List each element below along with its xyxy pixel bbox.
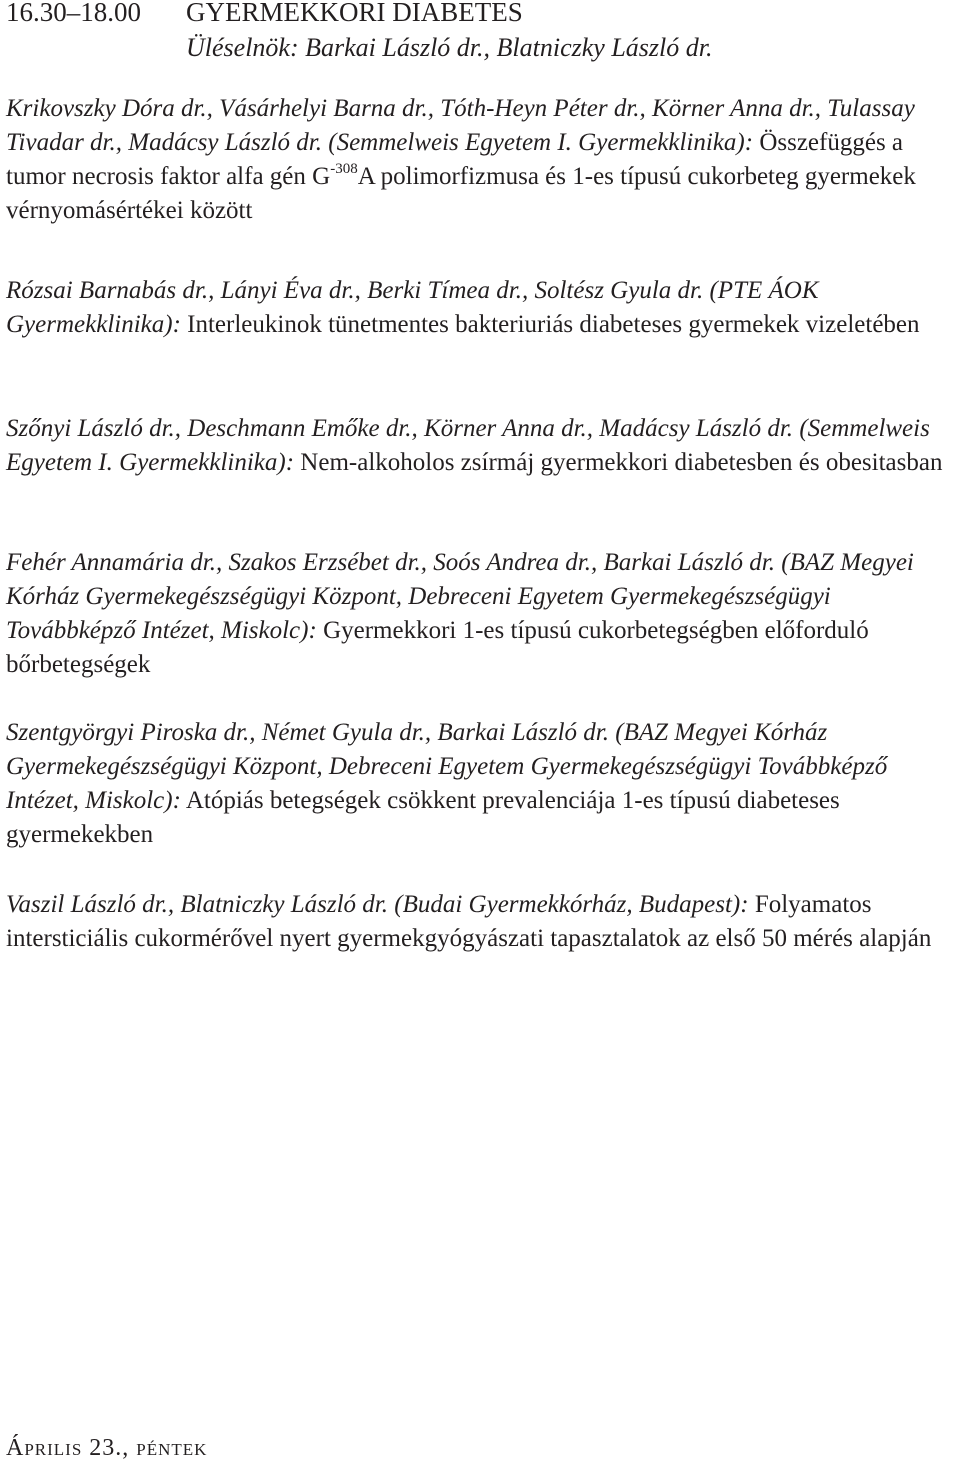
session-time: 16.30–18.00 — [6, 0, 141, 27]
entry-institution: (BAZ Megyei Kórház Gyermekegészségügyi Központ, Debreceni Egyetem Gyermekegészségügyi Továbbképző Intézet, Miskolc): — [6, 549, 914, 644]
entry-title-part: Összefüggés a tumor necrosis faktor alfa gén G — [6, 129, 904, 190]
entry-institution: (Semmelweis Egyetem I. Gyermekklinika): — [6, 415, 930, 476]
entry-authors: Vaszil László dr., Blatniczky László dr. — [6, 891, 389, 918]
entry-title: Atópiás betegségek csökkent prevalenciája 1-es típusú diabeteses gyermekekben — [6, 787, 840, 848]
abstract-entry-6 — [6, 888, 956, 956]
abstract-entry-1 — [6, 92, 956, 228]
entry-institution: (PTE ÁOK Gyermekklinika): — [6, 277, 819, 338]
entry-authors: Fehér Annamária dr., Szakos Erzsébet dr., Soós Andrea dr., Barkai László dr. — [6, 549, 776, 576]
session-title: GYERMEKKORI DIABETES — [186, 0, 523, 27]
entry-authors: Rózsai Barnabás dr., Lányi Éva dr., Berki Tímea dr., Soltész Gyula dr. — [6, 277, 704, 304]
session-chairs: Üléselnök: Barkai László dr., Blatniczky László dr. — [186, 33, 713, 62]
entry-title-superscript: -308 — [330, 161, 358, 177]
entry-institution: (BAZ Megyei Kórház Gyermekegészségügyi Központ, Debreceni Egyetem Gyermekegészségügyi Továbbképző Intézet, Miskolc): — [6, 719, 888, 814]
entry-authors: Szőnyi László dr., Deschmann Emőke dr., Körner Anna dr., Madácsy László dr. — [6, 415, 794, 442]
entry-title: Gyermekkori 1-es típusú cukorbetegségben előforduló bőrbetegségek — [6, 617, 869, 678]
abstract-entry-2 — [6, 274, 956, 342]
footer-date: Április 23., péntek — [6, 1435, 208, 1461]
abstract-entry-3 — [6, 412, 956, 480]
entry-title: Nem-alkoholos zsírmáj gyermekkori diabetesben és obesitasban — [300, 449, 943, 476]
page-footer — [6, 1433, 207, 1463]
entry-authors: Szentgyörgyi Piroska dr., Német Gyula dr., Barkai László dr. — [6, 719, 609, 746]
abstract-entry-4 — [6, 546, 956, 682]
entry-title: Interleukinok tünetmentes bakteriuriás diabeteses gyermekek vizeletében — [187, 311, 920, 338]
entry-authors: Krikovszky Dóra dr., Vásárhelyi Barna dr., Tóth-Heyn Péter dr., Körner Anna dr., Tulassay Tivadar dr., Madácsy László dr. — [6, 95, 915, 156]
entry-institution: (Budai Gyermekkórház, Budapest): — [394, 891, 749, 918]
entry-institution: (Semmelweis Egyetem I. Gyermekklinika): — [328, 129, 754, 156]
abstract-entry-5 — [6, 716, 956, 852]
session-header — [6, 0, 523, 29]
entry-title: Folyamatos intersticiális cukormérővel nyert gyermekgyógyászati tapasztalatok az első 50 mérés alapján — [6, 891, 932, 952]
entry-title-part: A polimorfizmusa és 1-es típusú cukorbeteg gyermekek vérnyomásértékei között — [6, 163, 916, 224]
